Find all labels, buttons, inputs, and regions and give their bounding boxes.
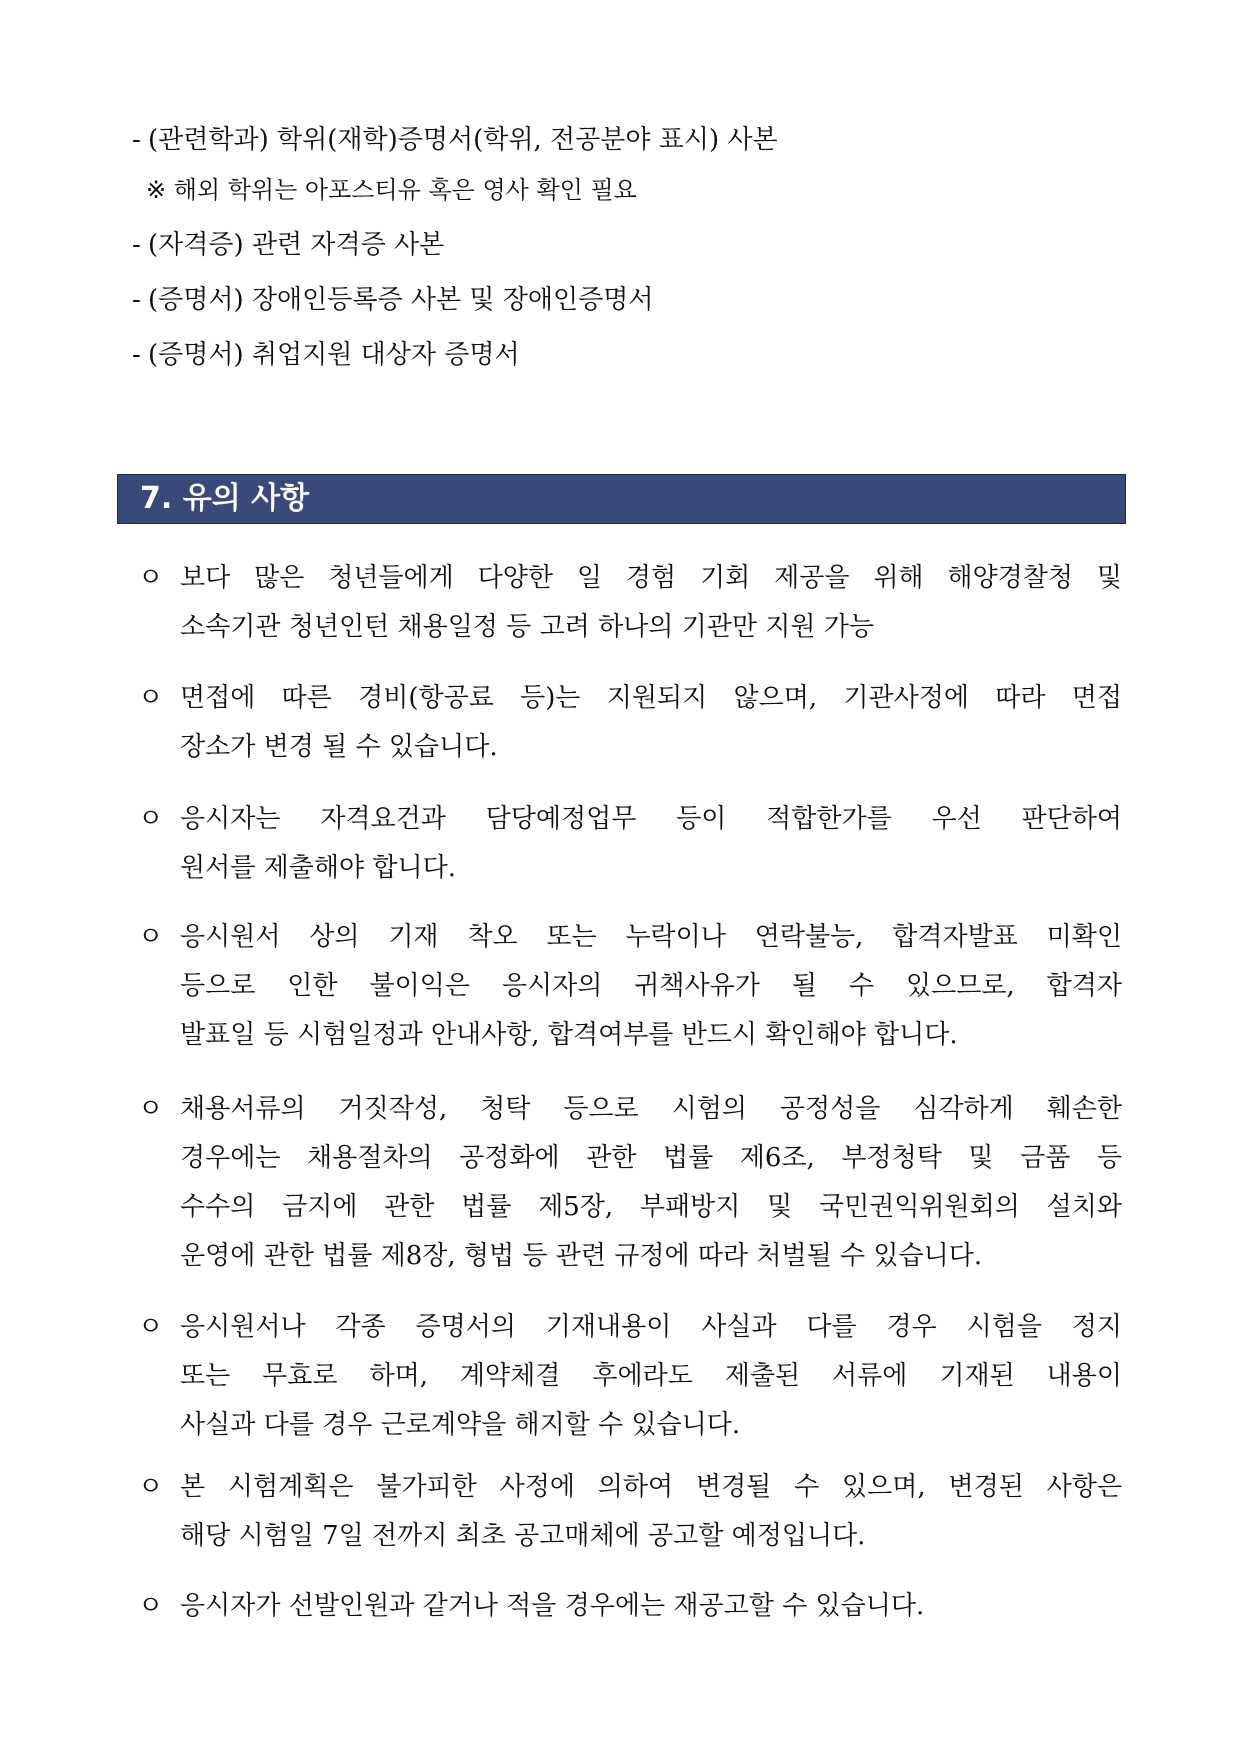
notice-line: 보다 많은 청년들에게 다양한 일 경험 기회 제공을 위해 해양경찰청 및 bbox=[180, 563, 1122, 593]
bullet-icon: ㅇ bbox=[138, 1472, 164, 1502]
document-item bbox=[132, 225, 444, 265]
bullet-icon: ㅇ bbox=[138, 1591, 164, 1621]
notice-line: 응시원서나 각종 증명서의 기재내용이 사실과 다를 경우 시험을 정지 bbox=[180, 1312, 1122, 1342]
notice-item bbox=[138, 554, 1122, 652]
notice-line: 소속기관 청년인턴 채용일정 등 고려 하나의 기관만 지원 가능 bbox=[180, 612, 875, 642]
notice-item bbox=[138, 674, 1122, 772]
notice-line: 장소가 변경 될 수 있습니다. bbox=[180, 732, 498, 762]
notice-item bbox=[138, 913, 1122, 1060]
notice-line: 등으로 인한 불이익은 응시자의 귀책사유가 될 수 있으므로, 합격자 bbox=[180, 971, 1122, 1001]
notice-item bbox=[138, 1303, 1122, 1450]
document-text: (자격증) 관련 자격증 사본 bbox=[148, 230, 445, 260]
bullet-icon: ㅇ bbox=[138, 1094, 164, 1124]
dash-mark: - bbox=[132, 285, 141, 315]
bullet-icon: ㅇ bbox=[138, 804, 164, 834]
notice-line: 원서를 제출해야 합니다. bbox=[180, 853, 456, 883]
notice-line: 또는 무효로 하며, 계약체결 후에라도 제출된 서류에 기재된 내용이 bbox=[180, 1361, 1122, 1391]
notice-line: 경우에는 채용절차의 공정화에 관한 법률 제6조, 부정청탁 및 금품 등 bbox=[180, 1143, 1122, 1173]
notice-item bbox=[138, 1463, 1122, 1561]
dash-mark: - bbox=[132, 340, 141, 370]
notice-line: 해당 시험일 7일 전까지 최초 공고매체에 공고할 예정입니다. bbox=[180, 1521, 866, 1551]
note-text: ※ 해외 학위는 아포스티유 혹은 영사 확인 필요 bbox=[146, 176, 637, 204]
document-item bbox=[132, 280, 653, 320]
bullet-icon: ㅇ bbox=[138, 563, 164, 593]
notice-item bbox=[138, 1582, 1122, 1631]
section-title: 7. 유의 사항 bbox=[140, 481, 310, 516]
document-item bbox=[132, 335, 520, 375]
notice-line: 채용서류의 거짓작성, 청탁 등으로 시험의 공정성을 심각하게 훼손한 bbox=[180, 1094, 1122, 1124]
bullet-icon: ㅇ bbox=[138, 1312, 164, 1342]
notice-line: 사실과 다를 경우 근로계약을 해지할 수 있습니다. bbox=[180, 1410, 741, 1440]
notice-line: 응시원서 상의 기재 착오 또는 누락이나 연락불능, 합격자발표 미확인 bbox=[180, 922, 1122, 952]
document-item bbox=[132, 120, 778, 160]
notice-line: 본 시험계획은 불가피한 사정에 의하여 변경될 수 있으며, 변경된 사항은 bbox=[180, 1472, 1122, 1502]
dash-mark: - bbox=[132, 125, 141, 155]
notice-item bbox=[138, 1085, 1122, 1281]
notice-line: 면접에 따른 경비(항공료 등)는 지원되지 않으며, 기관사정에 따라 면접 bbox=[180, 683, 1122, 713]
document-text: (증명서) 취업지원 대상자 증명서 bbox=[148, 340, 520, 370]
notice-line: 응시자가 선발인원과 같거나 적을 경우에는 재공고할 수 있습니다. bbox=[180, 1591, 925, 1621]
notice-line: 수수의 금지에 관한 법률 제5장, 부패방지 및 국민권익위원회의 설치와 bbox=[180, 1192, 1122, 1222]
notice-line: 운영에 관한 법률 제8장, 형법 등 관련 규정에 따라 처벌될 수 있습니다. bbox=[180, 1241, 983, 1271]
notice-line: 발표일 등 시험일정과 안내사항, 합격여부를 반드시 확인해야 합니다. bbox=[180, 1020, 958, 1050]
document-text: (관련학과) 학위(재학)증명서(학위, 전공분야 표시) 사본 bbox=[148, 125, 778, 155]
notice-line: 응시자는 자격요건과 담당예정업무 등이 적합한가를 우선 판단하여 bbox=[180, 804, 1122, 834]
document-text: (증명서) 장애인등록증 사본 및 장애인증명서 bbox=[148, 285, 654, 315]
section-header bbox=[117, 474, 1126, 524]
bullet-icon: ㅇ bbox=[138, 683, 164, 713]
dash-mark: - bbox=[132, 230, 141, 260]
bullet-icon: ㅇ bbox=[138, 922, 164, 952]
notice-item bbox=[138, 795, 1122, 893]
